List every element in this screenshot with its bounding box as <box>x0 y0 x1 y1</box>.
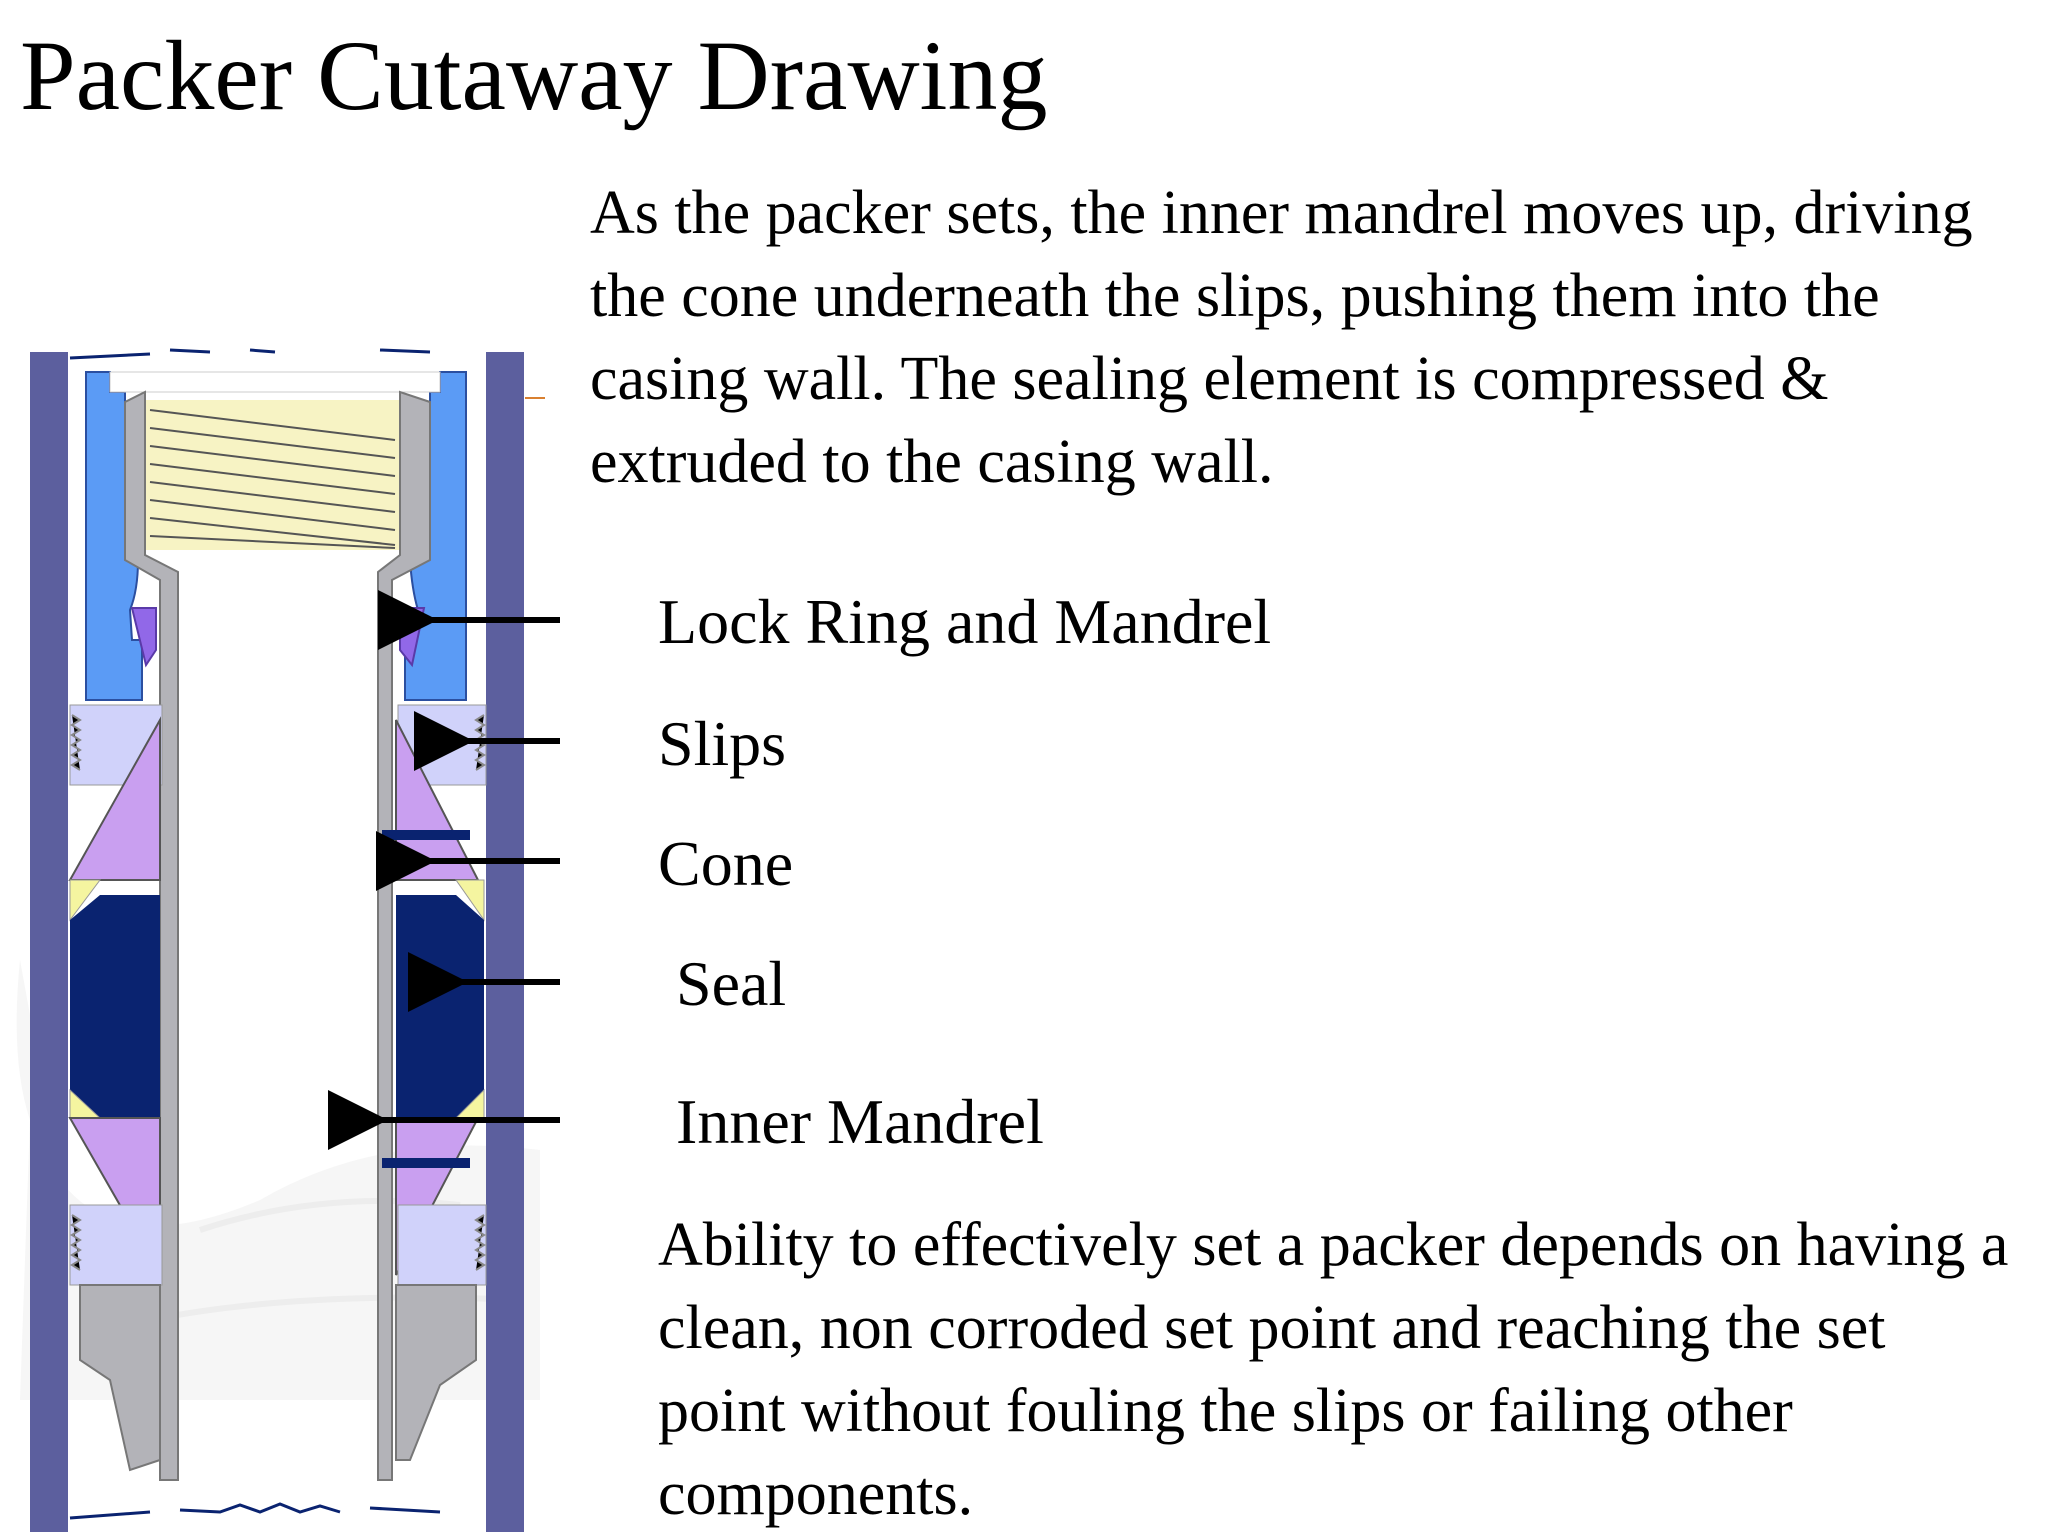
callout-slips: Slips <box>658 708 787 779</box>
callout-inner-mandrel: Inner Mandrel <box>676 1086 1044 1157</box>
slide-title: Packer Cutaway Drawing <box>20 20 1048 131</box>
top-cut-line <box>70 350 430 358</box>
lower-slip-right <box>398 1205 486 1285</box>
callout-lock-ring: Lock Ring and Mandrel <box>658 586 1272 657</box>
seal-element-right <box>396 895 484 1118</box>
lower-slip-left <box>70 1205 162 1285</box>
top-sub <box>110 372 440 392</box>
conclusion-paragraph: Ability to effectively set a packer depends on having a clean, non corroded set point and reaching the set point without fouling the slips or failing other components. <box>658 1211 2009 1528</box>
thread-block <box>145 400 400 550</box>
bottom-cut-line <box>70 1504 440 1518</box>
cone-band-upper <box>382 830 470 840</box>
casing-wall-right <box>486 352 524 1532</box>
callout-cone: Cone <box>658 828 794 899</box>
seal-element-left <box>70 895 160 1118</box>
casing-wall-left <box>30 352 68 1532</box>
callout-seal: Seal <box>676 948 787 1019</box>
packer-cutaway-drawing <box>0 330 560 1536</box>
intro-paragraph: As the packer sets, the inner mandrel moves up, driving the cone underneath the slips, pushing them into the casing wall. The sealing element is compressed & extruded to the casing wall. <box>590 179 1973 496</box>
cone-band-lower <box>382 1158 470 1168</box>
